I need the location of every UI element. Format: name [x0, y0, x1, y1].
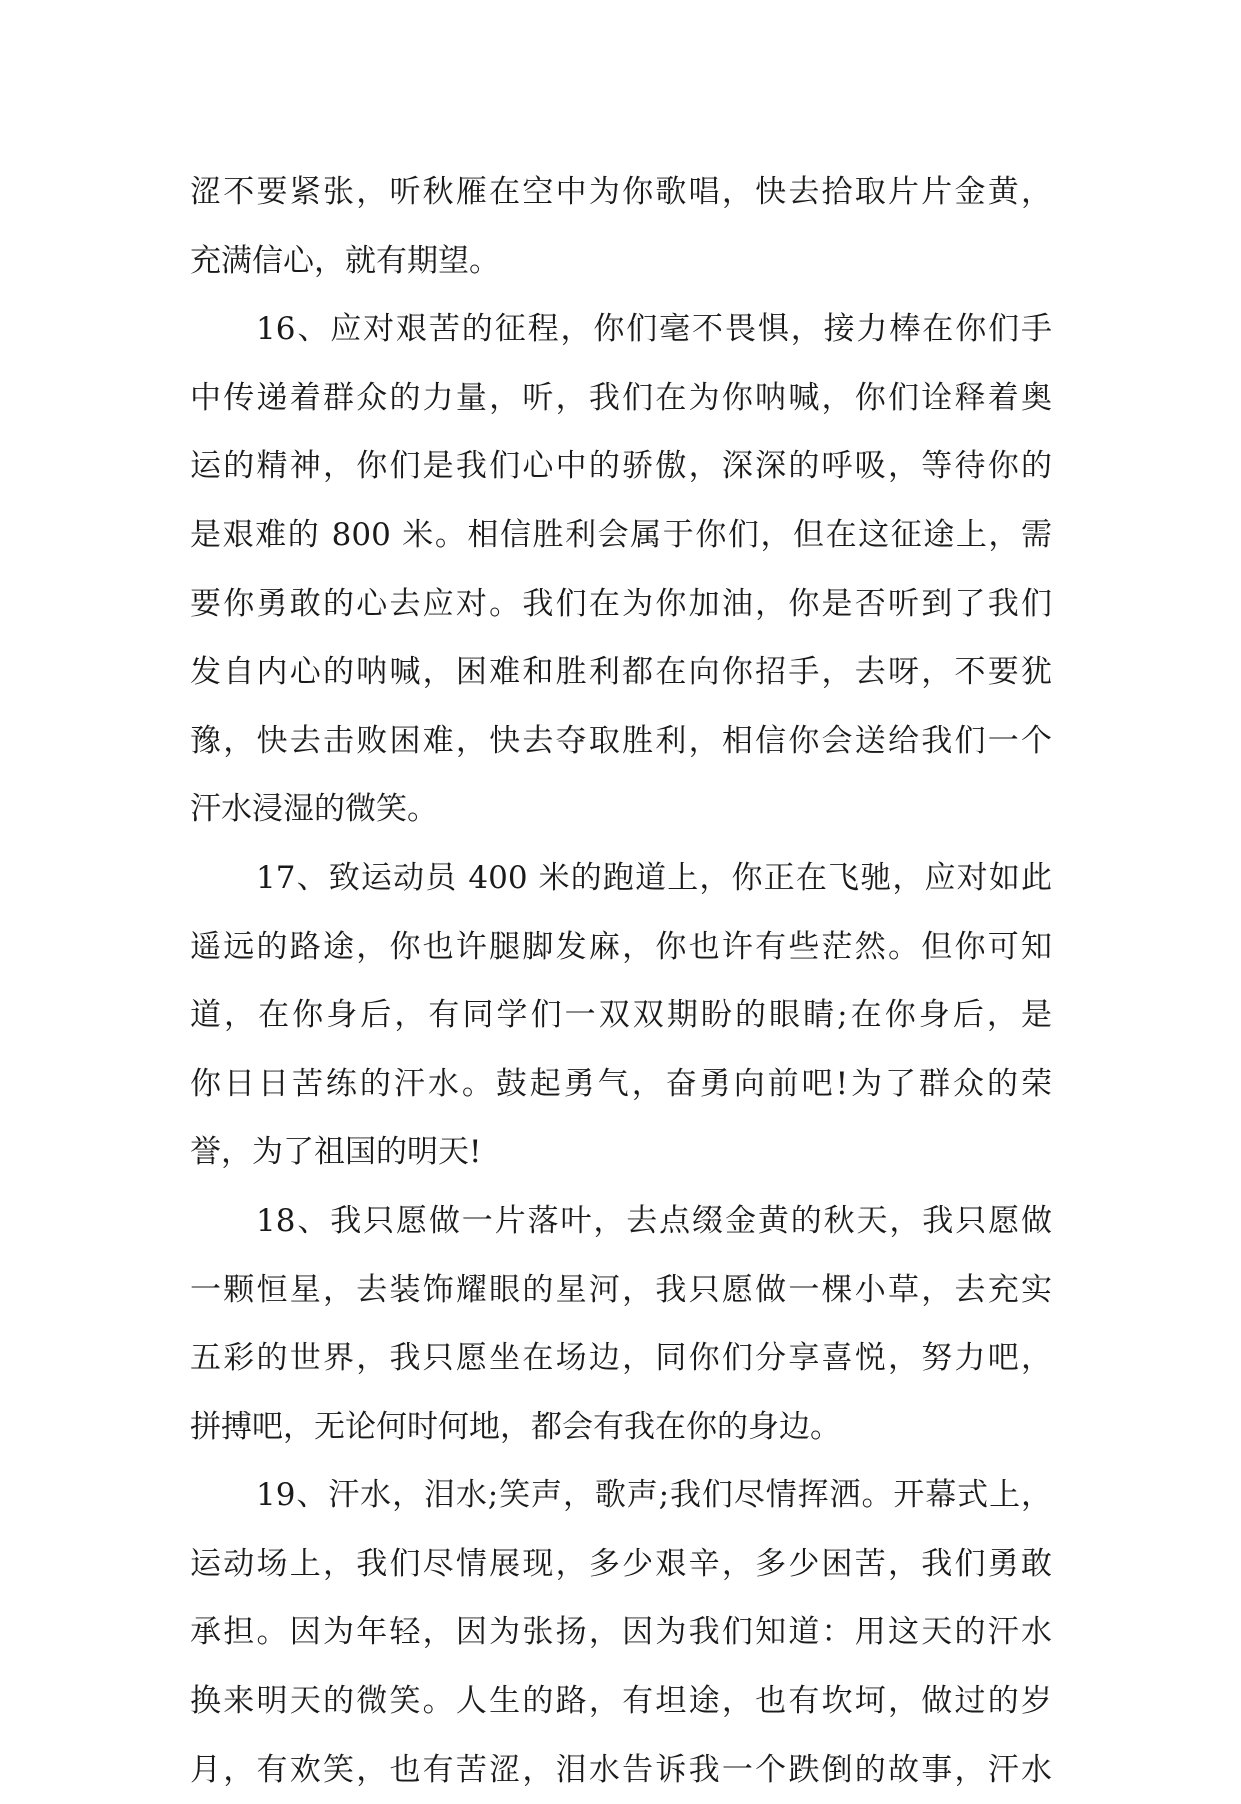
text-line: 换来明天的微笑。人生的路，有坦途，也有坎坷，做过的岁	[190, 1683, 1052, 1720]
text-line: 19、汗水，泪水;笑声，歌声;我们尽情挥洒。开幕式上，	[256, 1477, 1052, 1514]
text-line: 月，有欢笑，也有苦涩，泪水告诉我一个跌倒的故事，汗水	[190, 1751, 1052, 1788]
text-line: 要你勇敢的心去应对。我们在为你加油，你是否听到了我们	[190, 585, 1052, 622]
text-line: 18、我只愿做一片落叶，去点缀金黄的秋天，我只愿做	[256, 1202, 1052, 1239]
text-line: 道，在你身后，有同学们一双双期盼的眼睛;在你身后，是	[190, 997, 1052, 1034]
text-line: 你日日苦练的汗水。鼓起勇气，奋勇向前吧!为了群众的荣	[190, 1065, 1052, 1102]
text-line: 承担。因为年轻，因为张扬，因为我们知道：用这天的汗水	[190, 1614, 1052, 1651]
body-text	[190, 158, 1052, 1804]
text-line: 充满信心，就有期望。	[190, 242, 500, 279]
text-line: 拼搏吧，无论何时何地，都会有我在你的身边。	[190, 1408, 841, 1445]
text-line: 汗水浸湿的微笑。	[190, 791, 438, 828]
text-line: 遥远的路途，你也许腿脚发麻，你也许有些茫然。但你可知	[190, 928, 1052, 965]
text-line: 17、致运动员 400 米的跑道上，你正在飞驰，应对如此	[256, 859, 1052, 896]
text-line: 豫，快去击败困难，快去夺取胜利，相信你会送给我们一个	[190, 722, 1052, 759]
text-line: 一颗恒星，去装饰耀眼的星河，我只愿做一棵小草，去充实	[190, 1271, 1052, 1308]
text-line: 运的精神，你们是我们心中的骄傲，深深的呼吸，等待你的	[190, 448, 1052, 485]
text-line: 发自内心的呐喊，困难和胜利都在向你招手，去呀，不要犹	[190, 654, 1052, 691]
text-line: 是艰难的 800 米。相信胜利会属于你们，但在这征途上，需	[190, 516, 1052, 553]
text-line: 16、应对艰苦的征程，你们毫不畏惧，接力棒在你们手	[256, 311, 1052, 348]
text-line: 运动场上，我们尽情展现，多少艰辛，多少困苦，我们勇敢	[190, 1545, 1052, 1582]
text-line: 涩不要紧张，听秋雁在空中为你歌唱，快去拾取片片金黄，	[190, 174, 1052, 210]
text-line: 中传递着群众的力量，听，我们在为你呐喊，你们诠释着奥	[190, 379, 1052, 416]
text-line: 五彩的世界，我只愿坐在场边，同你们分享喜悦，努力吧，	[190, 1340, 1052, 1377]
text-line: 誉，为了祖国的明天!	[190, 1134, 482, 1171]
